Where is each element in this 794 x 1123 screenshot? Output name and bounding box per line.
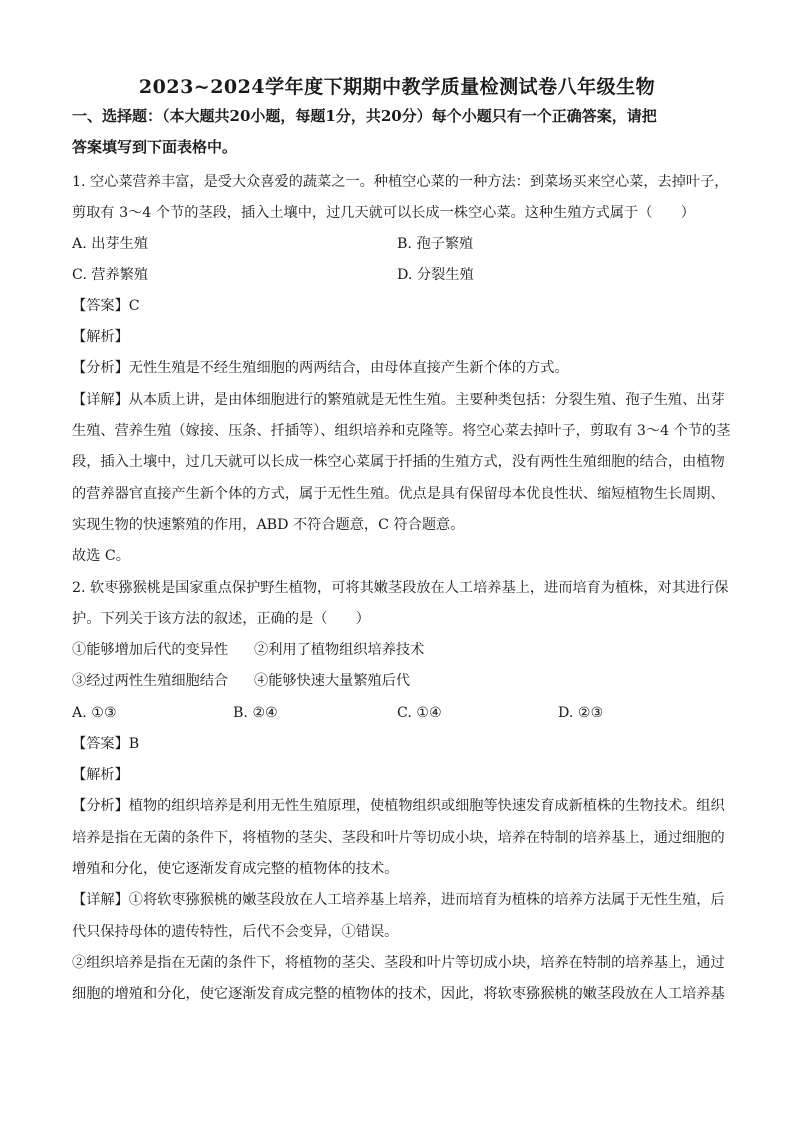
q1-detail-line1: 【详解】从本质上讲，是由体细胞进行的繁殖就是无性生殖。主要种类包括：分裂生殖、孢子生殖、出芽 bbox=[72, 392, 725, 408]
q1-stem-line1: 1. 空心菜营养丰富，是受大众喜爱的蔬菜之一。种植空心菜的一种方法：到菜场买来空心菜，去掉叶子， bbox=[72, 174, 729, 190]
q2-detail-line2: 代只保持母体的遗传特性，后代不会变异，①错误。 bbox=[72, 924, 399, 940]
q2-stem-line2: 护。下列关于该方法的叙述，正确的是（ ） bbox=[72, 611, 370, 627]
q2-analysis-fenxi-line1: 【分析】植物的组织培养是利用无性生殖原理，使植物组织或细胞等快速发育成新植株的生物技术。组织 bbox=[72, 798, 725, 814]
q2-answer: 【答案】B bbox=[72, 736, 140, 752]
q2-statement-4: ④能够快速大量繁殖后代 bbox=[254, 673, 411, 689]
q1-detail-line2: 生殖、营养生殖（嫁接、压条、扦插等）、组织培养和克隆等。将空心菜去掉叶子，剪取有 3～4 个节的茎 bbox=[72, 423, 731, 439]
section-heading-line1: 一、选择题：（本大题共20小题，每题1分，共20分）每个小题只有一个正确答案，请把 bbox=[72, 107, 657, 125]
q1-option-a: A. 出芽生殖 bbox=[72, 236, 149, 252]
q1-conclusion: 故选 C。 bbox=[72, 548, 130, 564]
q1-option-d: D. 分裂生殖 bbox=[397, 267, 474, 283]
q2-analysis-fenxi-line2: 培养是指在无菌的条件下，将植物的茎尖、茎段和叶片等切成小块，培养在特制的培养基上，通过细胞的 bbox=[72, 830, 725, 846]
q1-analysis-heading: 【解析】 bbox=[72, 329, 129, 345]
q2-option-d: D. ②③ bbox=[558, 705, 604, 721]
q2-detail-line1: 【详解】①将软枣猕猴桃的嫩茎段放在人工培养基上培养，进而培育为植株的培养方法属于无性生殖，后 bbox=[72, 892, 725, 908]
q1-detail-line3: 段，插入土壤中，过几天就可以长成一株空心菜属于扦插的生殖方式，没有两性生殖细胞的结合，由植物 bbox=[72, 454, 725, 470]
q1-stem-line2: 剪取有 3～4 个节的茎段，插入土壤中，过几天就可以长成一株空心菜。这种生殖方式属于（ ） bbox=[72, 205, 695, 221]
q2-statement-1: ①能够增加后代的变异性 bbox=[72, 642, 229, 658]
q1-detail-line4: 的营养器官直接产生新个体的方式，属于无性生殖。优点是具有保留母本优良性状、缩短植物生长周期、 bbox=[72, 486, 725, 502]
q1-option-c: C. 营养繁殖 bbox=[72, 267, 149, 283]
q1-detail-line5: 实现生物的快速繁殖的作用，ABD 不符合题意，C 符合题意。 bbox=[72, 517, 465, 533]
q2-detail-line3: ②组织培养是指在无菌的条件下，将植物的茎尖、茎段和叶片等切成小块，培养在特制的培养基上，通过 bbox=[72, 955, 725, 971]
exam-title: 2023~2024学年度下期期中教学质量检测试卷八年级生物 bbox=[138, 76, 656, 98]
q2-statement-3: ③经过两性生殖细胞结合 bbox=[72, 673, 229, 689]
q2-option-b: B. ②④ bbox=[233, 705, 278, 721]
q2-statement-2: ②利用了植物组织培养技术 bbox=[254, 642, 425, 658]
q2-detail-line4: 细胞的增殖和分化，使它逐渐发育成完整的植物体的技术，因此，将软枣猕猴桃的嫩茎段放在人工培养基 bbox=[72, 986, 725, 1002]
q1-answer: 【答案】C bbox=[72, 298, 140, 314]
q2-stem-line1: 2. 软枣猕猴桃是国家重点保护野生植物，可将其嫩茎段放在人工培养基上，进而培育为植株，对其进行保 bbox=[72, 580, 729, 596]
q1-analysis-fenxi: 【分析】无性生殖是不经生殖细胞的两两结合，由母体直接产生新个体的方式。 bbox=[72, 360, 569, 376]
q2-option-c: C. ①④ bbox=[397, 705, 442, 721]
q2-analysis-fenxi-line3: 增殖和分化，使它逐渐发育成完整的植物体的技术。 bbox=[72, 861, 399, 877]
q2-analysis-heading: 【解析】 bbox=[72, 767, 129, 783]
section-heading-line2: 答案填写到下面表格中。 bbox=[72, 138, 238, 156]
q1-option-b: B. 孢子繁殖 bbox=[397, 236, 474, 252]
q2-option-a: A. ①③ bbox=[72, 705, 117, 721]
